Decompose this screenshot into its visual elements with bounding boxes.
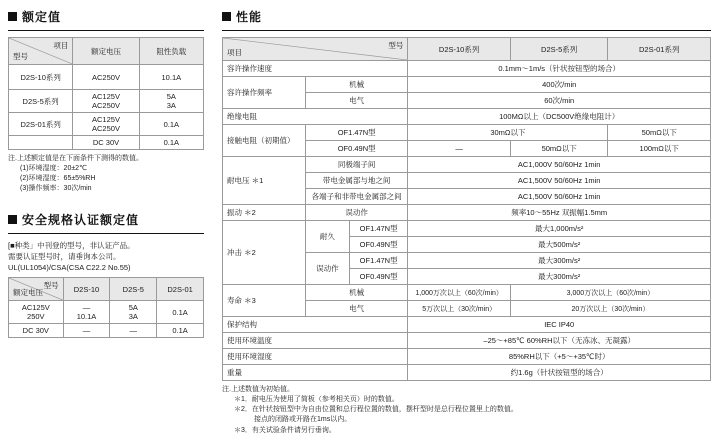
perf-sublabel2: OF1.47N型 xyxy=(349,221,408,237)
table-row xyxy=(9,90,204,102)
table-row xyxy=(223,61,711,77)
rating-col-load: 阻性负载 xyxy=(139,38,203,65)
perf-note-4: ＊3．有关试验条件请另行垂询。 xyxy=(234,426,336,434)
perf-label: 寿命 ＊3 xyxy=(223,285,306,317)
perf-value: 30mΩ以下 xyxy=(408,125,608,141)
perf-label: 使用环境湿度 xyxy=(223,349,408,365)
divider xyxy=(222,30,711,31)
perf-note-1: ＊1．耐电压为使用了简板（参考相关页）时的数值。 xyxy=(234,396,399,404)
table-row xyxy=(223,109,711,125)
performance-table xyxy=(222,37,711,381)
divider xyxy=(8,233,204,234)
safety-para-0: [■种类」中刊登的型号，非认证产品。 xyxy=(8,240,135,250)
perf-label: 重量 xyxy=(223,365,408,381)
rating-table xyxy=(8,37,204,150)
safety-corner-voltage: 额定电压 xyxy=(13,288,43,298)
right-column xyxy=(222,8,711,436)
perf-label: 使用环境温度 xyxy=(223,333,408,349)
perf-sublabel: 电气 xyxy=(305,93,407,109)
safety-cell: — xyxy=(63,324,110,338)
perf-note-2: ＊2．在针状按钮型中为自由位置和总行程位置的数值，摆杆型时是总行程位置里上的数值。 xyxy=(234,406,518,414)
perf-value: 20万次以上（30次/min） xyxy=(510,301,710,317)
rating-voltage: AC125V xyxy=(73,113,139,125)
perf-sublabel: 机械 xyxy=(305,77,407,93)
table-row xyxy=(223,77,711,93)
table-row xyxy=(9,38,204,65)
square-bullet-icon xyxy=(8,215,17,224)
table-row xyxy=(223,285,711,301)
rating-model: D2S-10系列 xyxy=(9,65,73,90)
rating-voltage: AC250V xyxy=(73,101,139,113)
section-heading-rating xyxy=(8,8,204,25)
perf-value: 100mΩ以下 xyxy=(608,141,711,157)
perf-label: 接触电阻（初期值） xyxy=(223,125,306,157)
rating-note-3: (3)操作频率：30次/min xyxy=(20,185,92,193)
perf-label: 绝缘电阻 xyxy=(223,109,408,125)
perf-sublabel: 误动作 xyxy=(305,253,349,285)
rating-voltage: AC250V xyxy=(73,65,139,90)
table-row xyxy=(9,136,204,150)
perf-sublabel: 误动作 xyxy=(305,205,407,221)
safety-row-label: AC125V xyxy=(9,301,64,313)
perf-label: 容许操作频率 xyxy=(223,77,306,109)
rating-note-0: 注.上述额定值是在下面条件下测得的数值。 xyxy=(8,155,143,162)
rating-model: D2S-01系列 xyxy=(9,113,73,136)
table-row xyxy=(223,157,711,173)
perf-value: 0.1mm～1m/s（针状按钮型的场合） xyxy=(408,61,711,77)
perf-note-3: 接点的闭路或开路在1ms以内。 xyxy=(240,416,352,424)
safety-paragraph xyxy=(8,240,204,274)
perf-value: 60次/min xyxy=(408,93,711,109)
perf-sublabel: OF1.47N型 xyxy=(305,125,407,141)
safety-col-2: D2S-01 xyxy=(157,278,204,301)
rating-corner-model: 型号 xyxy=(13,52,28,61)
rating-note-1: (1)环境湿度：20±2℃ xyxy=(20,165,87,173)
rating-notes xyxy=(8,154,204,195)
perf-sublabel2: OF0.49N型 xyxy=(349,237,408,253)
table-row xyxy=(223,205,711,221)
perf-label: 耐电压 ＊1 xyxy=(223,157,306,205)
table-row xyxy=(223,221,711,237)
perf-value: –25～+85℃ 60%RH以下（无冻冰、无凝露） xyxy=(408,333,711,349)
rating-load: 10.1A xyxy=(139,65,203,90)
safety-cell: 0.1A xyxy=(157,324,204,338)
safety-cell: 10.1A xyxy=(63,312,110,324)
perf-value: 50mΩ以下 xyxy=(510,141,608,157)
rating-corner-item: 项目 xyxy=(53,41,69,50)
safety-cell: — xyxy=(110,324,157,338)
perf-value: 最大300m/s² xyxy=(408,253,711,269)
perf-value: 1,000万次以上（60次/min） xyxy=(408,285,510,301)
rating-col-voltage: 额定电压 xyxy=(73,38,139,65)
safety-corner-cell xyxy=(9,278,64,301)
perf-value: 85%RH以下（+5～+35℃时） xyxy=(408,349,711,365)
table-row xyxy=(223,125,711,141)
perf-sublabel: 带电金属部与地之间 xyxy=(305,173,407,189)
safety-cell: 0.1A xyxy=(157,301,204,324)
perf-corner-cell xyxy=(223,38,408,61)
rating-voltage: AC125V xyxy=(73,90,139,102)
perf-value: 约1.6g（针状按钮型的场合） xyxy=(408,365,711,381)
perf-sublabel2: OF1.47N型 xyxy=(349,253,408,269)
perf-value: 400次/min xyxy=(408,77,711,93)
rating-load: 5A xyxy=(139,90,203,102)
rating-load: 0.1A xyxy=(139,113,203,136)
perf-label: 振动 ＊2 xyxy=(223,205,306,221)
perf-corner-item: 项目 xyxy=(227,48,242,57)
section-title-safety: 安全规格认证额定值 xyxy=(22,212,140,227)
table-row xyxy=(9,301,204,313)
safety-corner-model: 型号 xyxy=(43,281,59,291)
rating-voltage: DC 30V xyxy=(73,136,139,150)
safety-para-2: UL(UL1054)/CSA(CSA C22.2 No.55) xyxy=(8,263,131,273)
safety-cell: — xyxy=(63,301,110,313)
performance-notes xyxy=(222,385,711,436)
perf-value: — xyxy=(408,141,510,157)
table-row xyxy=(223,349,711,365)
perf-sublabel: 电气 xyxy=(305,301,407,317)
perf-value: AC1,500V 50/60Hz 1min xyxy=(408,189,711,205)
perf-corner-model: 型号 xyxy=(388,41,404,50)
square-bullet-icon xyxy=(222,12,231,21)
rating-voltage: AC250V xyxy=(73,124,139,136)
perf-note-0: 注.上述数值为初始值。 xyxy=(222,386,294,393)
section-heading-performance xyxy=(222,8,711,25)
perf-sublabel: 耐久 xyxy=(305,221,349,253)
table-row xyxy=(9,278,204,301)
perf-value: 最大500m/s² xyxy=(408,237,711,253)
table-row xyxy=(9,113,204,125)
safety-col-1: D2S-5 xyxy=(110,278,157,301)
perf-value: 最大300m/s² xyxy=(408,269,711,285)
perf-value: 频率10～55Hz 双振幅1.5mm xyxy=(408,205,711,221)
safety-row-label: DC 30V xyxy=(9,324,64,338)
safety-para-1: 需要认证型号时，请垂询本公司。 xyxy=(8,251,121,261)
perf-value: 50mΩ以下 xyxy=(608,125,711,141)
rating-load: 3A xyxy=(139,101,203,113)
safety-row-label: 250V xyxy=(9,312,64,324)
perf-label: 冲击 ＊2 xyxy=(223,221,306,285)
table-row xyxy=(9,65,204,90)
square-bullet-icon xyxy=(8,12,17,21)
perf-label: 容许操作速度 xyxy=(223,61,408,77)
rating-corner-cell xyxy=(9,38,73,65)
table-row xyxy=(223,38,711,61)
section-title-rating: 额定值 xyxy=(22,10,62,24)
perf-col-2: D2S-01系列 xyxy=(608,38,711,61)
rating-model: D2S-5系列 xyxy=(9,90,73,113)
safety-cell: 3A xyxy=(110,312,157,324)
section-title-performance: 性能 xyxy=(236,10,263,24)
rating-note-2: (2)环境湿度：65±5%RH xyxy=(20,175,96,183)
section-heading-safety xyxy=(8,211,204,228)
safety-cell: 5A xyxy=(110,301,157,313)
perf-sublabel: OF0.49N型 xyxy=(305,141,407,157)
perf-value: AC1,500V 50/60Hz 1min xyxy=(408,173,711,189)
safety-col-0: D2S-10 xyxy=(63,278,110,301)
perf-value: 最大1,000m/s² xyxy=(408,221,711,237)
table-row xyxy=(223,365,711,381)
perf-value: 3,000万次以上（60次/min） xyxy=(510,285,710,301)
perf-value: IEC IP40 xyxy=(408,317,711,333)
rating-model-empty xyxy=(9,136,73,150)
perf-sublabel: 同极端子间 xyxy=(305,157,407,173)
table-row xyxy=(223,333,711,349)
perf-col-1: D2S-5系列 xyxy=(510,38,608,61)
perf-sublabel: 机械 xyxy=(305,285,407,301)
divider xyxy=(8,30,204,31)
perf-sublabel2: OF0.49N型 xyxy=(349,269,408,285)
perf-value: AC1,000V 50/60Hz 1min xyxy=(408,157,711,173)
perf-col-0: D2S-10系列 xyxy=(408,38,510,61)
table-row xyxy=(9,324,204,338)
rating-load: 0.1A xyxy=(139,136,203,150)
perf-sublabel: 各端子和非带电金属部之间 xyxy=(305,189,407,205)
diagonal-line-icon xyxy=(223,38,407,60)
perf-label: 保护结构 xyxy=(223,317,408,333)
perf-value: 5万次以上（30次/min） xyxy=(408,301,510,317)
table-row xyxy=(223,317,711,333)
left-column xyxy=(8,8,204,338)
perf-value: 100MΩ以上（DC500V绝缘电阻计） xyxy=(408,109,711,125)
safety-table xyxy=(8,277,204,338)
